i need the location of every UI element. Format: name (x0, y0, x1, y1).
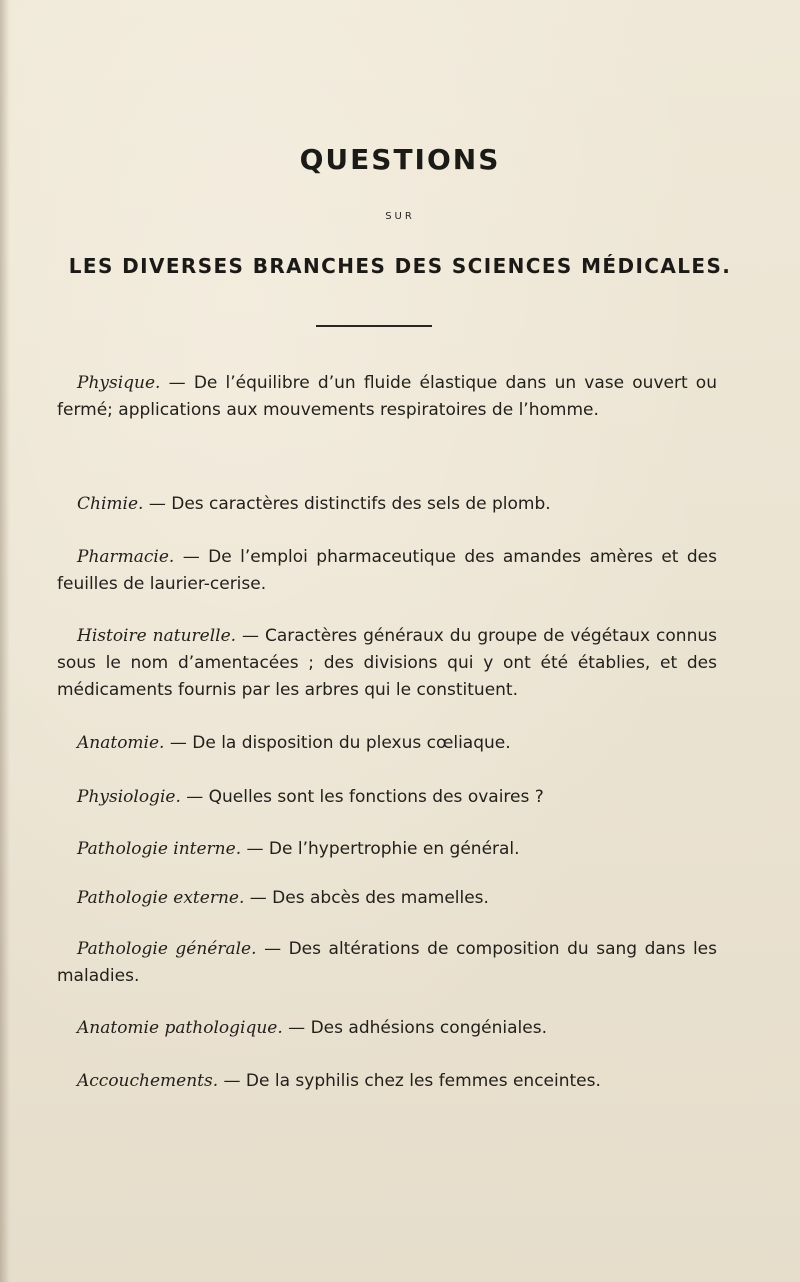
question-physique (57, 370, 717, 424)
page-title: QUESTIONS (299, 143, 501, 176)
question-anatomie-pathologique (57, 1015, 717, 1042)
question-text: — De l’hypertrophie en général. (241, 839, 520, 859)
page-subtitle: LES DIVERSES BRANCHES DES SCIENCES MÉDICALES. (68, 254, 732, 278)
question-physiologie (57, 784, 717, 811)
subject-label: Pharmacie. (77, 547, 175, 567)
question-text: — Des caractères distinctifs des sels de plomb. (143, 494, 551, 514)
question-text: — Des abcès des mamelles. (244, 888, 489, 908)
question-pathologie-externe (57, 885, 717, 912)
question-text: — Des altérations de composition du sang dans les maladies. (57, 939, 717, 986)
question-chimie (57, 491, 717, 518)
question-text: — Des adhésions congéniales. (282, 1018, 547, 1038)
question-anatomie (57, 730, 717, 757)
subject-label: Pathologie externe. (77, 888, 245, 908)
question-pharmacie (57, 544, 717, 598)
subject-label: Accouchements. (77, 1071, 219, 1091)
question-accouchements (57, 1068, 717, 1095)
question-pathologie-interne (57, 836, 717, 863)
question-text: — De l’emploi pharmaceutique des amandes amères et des feuilles de laurier-cerise. (57, 547, 717, 594)
question-text: — Caractères généraux du groupe de végétaux connus sous le nom d’amentacées ; des divisions qui y ont été établies, et des médicaments fournis par les arbres qui le constituent. (57, 626, 717, 700)
question-histoire-naturelle (57, 623, 717, 704)
page-edge (0, 0, 10, 1282)
subject-label: Anatomie pathologique. (77, 1018, 283, 1038)
subject-label: Physiologie. (77, 787, 181, 807)
subject-label: Pathologie générale. (77, 939, 257, 959)
subject-label: Physique. (77, 373, 161, 393)
question-text: — De la disposition du plexus cœliaque. (164, 733, 511, 753)
question-text: — De l’équilibre d’un fluide élastique dans un vase ouvert ou fermé; applications aux mouvements respiratoires de l’homme. (57, 373, 717, 420)
title-connector: SUR (385, 211, 415, 222)
question-text: — De la syphilis chez les femmes enceintes. (218, 1071, 601, 1091)
subject-label: Pathologie interne. (77, 839, 242, 859)
subject-label: Histoire naturelle. (77, 626, 237, 646)
separator-rule (316, 325, 432, 327)
question-pathologie-generale (57, 936, 717, 990)
subject-label: Chimie. (77, 494, 144, 514)
question-text: — Quelles sont les fonctions des ovaires ? (180, 787, 544, 807)
subject-label: Anatomie. (77, 733, 165, 753)
